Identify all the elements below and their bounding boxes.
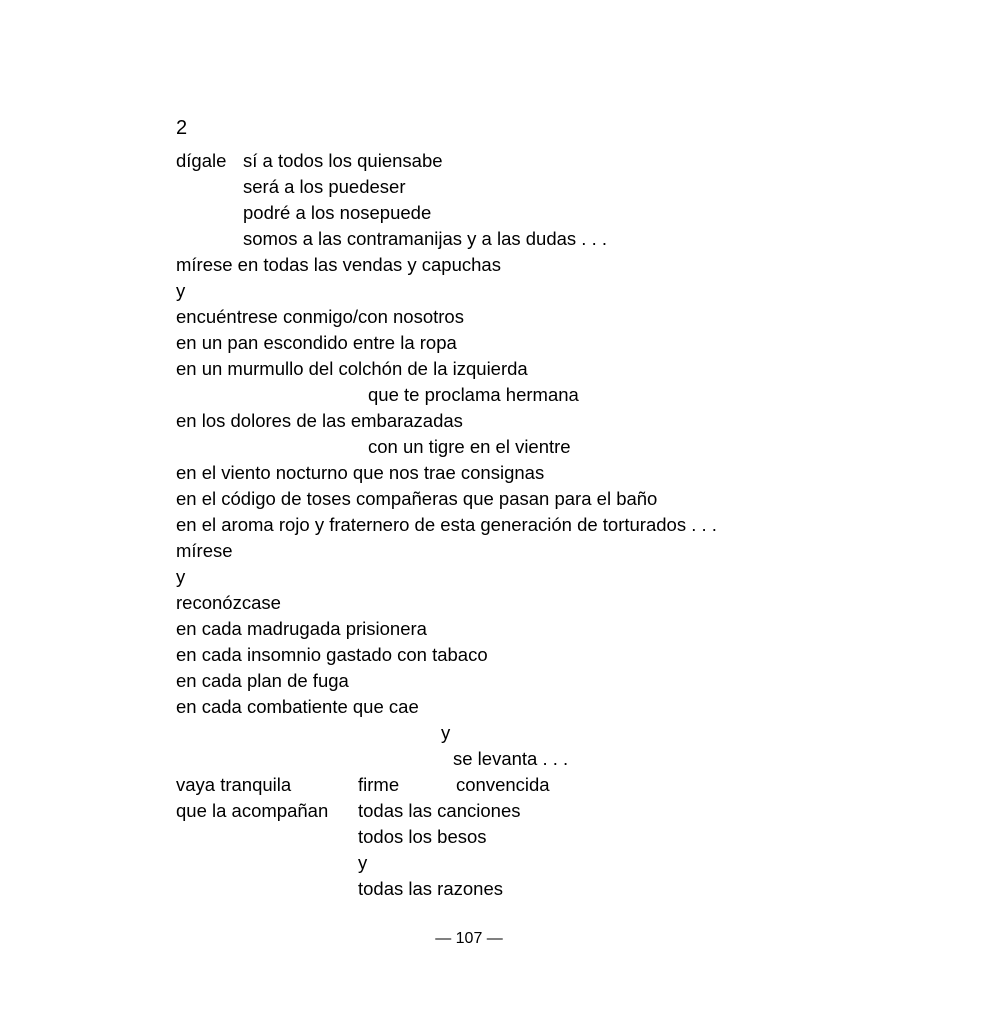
section-number: 2 <box>176 117 188 139</box>
poem-line-text: en el aroma rojo y fraternero de esta generación de torturados . . . <box>176 514 717 535</box>
poem-line <box>0 850 998 876</box>
page-number <box>0 929 938 949</box>
poem-line <box>0 330 998 356</box>
poem-line <box>0 824 998 850</box>
poem-line <box>0 798 998 824</box>
poem-line <box>0 382 998 408</box>
poem-line <box>0 356 998 382</box>
poem-line-text: podré a los nosepuede <box>243 202 432 223</box>
poem-line-text: y <box>176 566 186 587</box>
poem-line-text: todas las razones <box>358 878 504 899</box>
poem-line <box>0 200 998 226</box>
poem-line-text: en cada insomnio gastado con tabaco <box>176 644 488 665</box>
poem-line <box>0 408 998 434</box>
poem-line <box>0 720 998 746</box>
poem-line <box>0 486 998 512</box>
poem-line-text: en cada plan de fuga <box>176 670 349 691</box>
poem-line-text: y <box>441 722 451 743</box>
poem-line <box>0 564 998 590</box>
poem-line-text: con un tigre en el vientre <box>368 436 571 457</box>
poem-line-text: encuéntrese conmigo/con nosotros <box>176 306 464 327</box>
poem-line-text: firme <box>358 774 400 795</box>
poem-line-text: y <box>358 852 368 873</box>
poem-line-text: convencida <box>456 774 550 795</box>
poem-line-text: que la acompañan <box>176 800 329 821</box>
poem-line <box>0 252 998 278</box>
poem-line <box>0 434 998 460</box>
poem-line-text: todas las canciones <box>358 800 521 821</box>
poem-line <box>0 590 998 616</box>
poem-line <box>0 148 998 174</box>
poem-line-text: se levanta . . . <box>453 748 569 769</box>
poem-line <box>0 616 998 642</box>
poem-line-text: vaya tranquila <box>176 774 292 795</box>
poem-line <box>0 460 998 486</box>
poem-line <box>0 642 998 668</box>
poem-line-text: mírese <box>176 540 233 561</box>
poem-line <box>0 694 998 720</box>
poem-line-text: todos los besos <box>358 826 487 847</box>
poem-line <box>0 278 998 304</box>
poem-line <box>0 512 998 538</box>
poem-line <box>0 772 998 798</box>
poem-line <box>0 668 998 694</box>
poem-line-text: será a los puedeser <box>243 176 406 197</box>
poem-line <box>0 876 998 902</box>
poem-line-text: reconózcase <box>176 592 281 613</box>
poem-line-text: en cada combatiente que cae <box>176 696 419 717</box>
poem-line-text: en cada madrugada prisionera <box>176 618 427 639</box>
poem-line-text: dígale <box>176 150 227 171</box>
poem-line-text: en los dolores de las embarazadas <box>176 410 463 431</box>
poem-line <box>0 304 998 330</box>
poem-line-text: somos a las contramanijas y a las dudas . . . <box>243 228 608 249</box>
poem-line-text: en el viento nocturno que nos trae consignas <box>176 462 545 483</box>
poem-line-text: en el código de toses compañeras que pasan para el baño <box>176 488 658 509</box>
poem-line <box>0 226 998 252</box>
poem-line-text: en un pan escondido entre la ropa <box>176 332 457 353</box>
poem-line <box>0 746 998 772</box>
poem-line-text: que te proclama hermana <box>368 384 579 405</box>
poem-line <box>0 174 998 200</box>
page-number-text: — 107 — <box>435 930 503 947</box>
poem-line <box>0 538 998 564</box>
poem-line-text: sí a todos los quiensabe <box>243 150 443 171</box>
poem-body <box>0 148 998 902</box>
poem-line-text: y <box>176 280 186 301</box>
poem-line-text: en un murmullo del colchón de la izquierda <box>176 358 528 379</box>
poem-line-text: mírese en todas las vendas y capuchas <box>176 254 501 275</box>
